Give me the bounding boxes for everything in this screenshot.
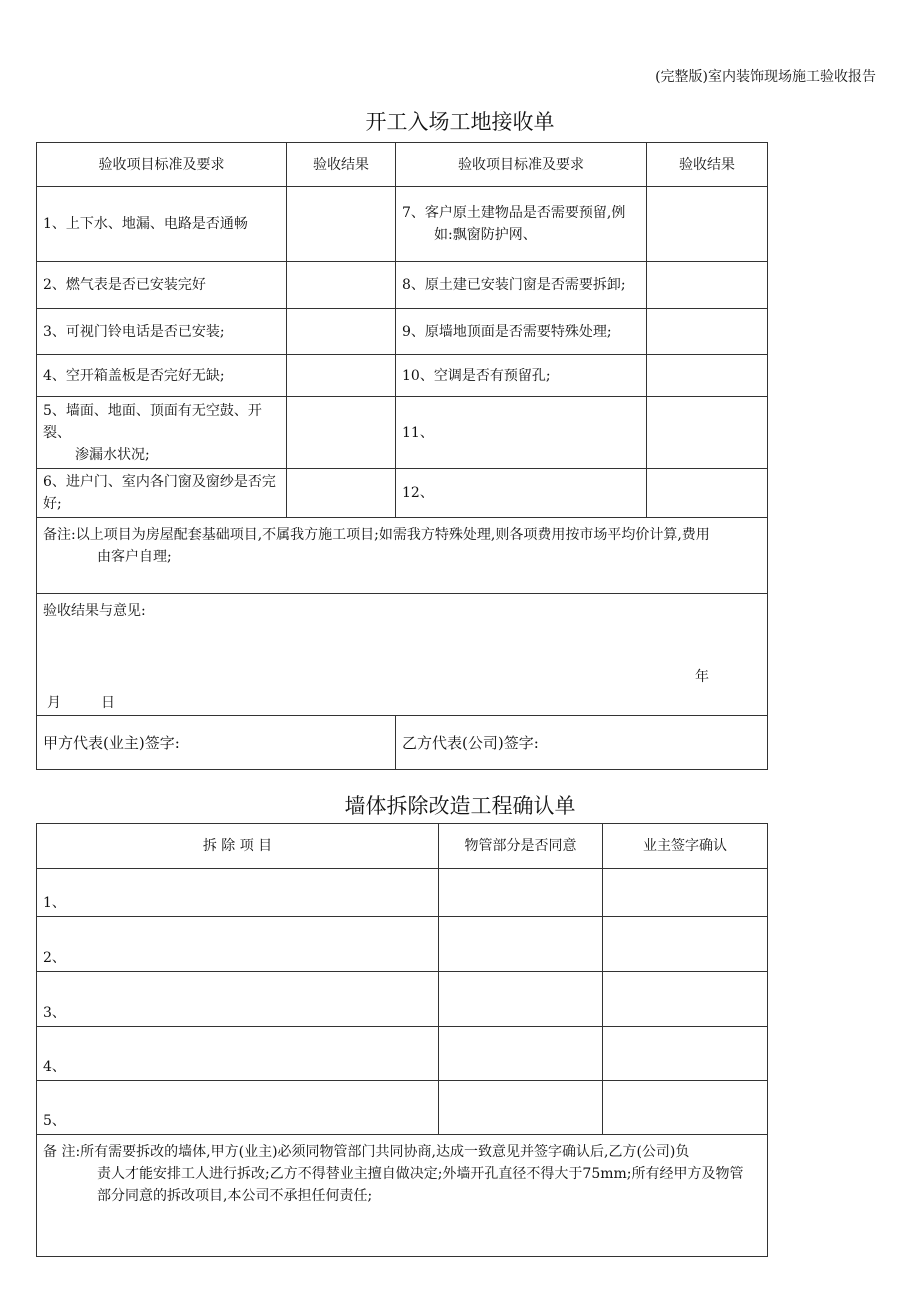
item-text-cont: 如:飘窗防护网、 <box>434 227 537 243</box>
result-cell[interactable] <box>647 469 768 518</box>
table-row <box>37 355 768 397</box>
col-header: 验收结果 <box>287 143 396 187</box>
item-text: 8、原土建已安装门窗是否需要拆卸; <box>396 262 647 309</box>
item-text: 3、可视门铃电话是否已安装; <box>37 309 287 355</box>
table-row <box>37 309 768 355</box>
item-text: 1、上下水、地漏、电路是否通畅 <box>37 187 287 262</box>
acceptance-table <box>36 142 768 770</box>
demolition-item[interactable]: 2、 <box>37 917 439 972</box>
signature-row <box>37 716 768 770</box>
note-text: 备 注:所有需要拆改的墙体,甲方(业主)必须同物管部门共同协商,达成一致意见并签字确认后,乙方(公司)负 <box>43 1144 690 1160</box>
result-cell[interactable] <box>287 309 396 355</box>
demolition-item[interactable]: 5、 <box>37 1081 439 1135</box>
result-cell[interactable] <box>287 397 396 469</box>
property-consent-cell[interactable] <box>439 1081 603 1135</box>
owner-signature-cell[interactable] <box>603 869 768 917</box>
item-text: 11、 <box>396 397 647 469</box>
col-header: 验收结果 <box>647 143 768 187</box>
item-text: 9、原墙地顶面是否需要特殊处理; <box>396 309 647 355</box>
item-text: 5、墙面、地面、顶面有无空鼓、开裂、 <box>43 402 262 441</box>
result-cell[interactable] <box>647 397 768 469</box>
table-row <box>37 397 768 469</box>
col-header: 拆 除 项 目 <box>37 824 439 869</box>
demolition-item[interactable]: 3、 <box>37 972 439 1027</box>
col-header: 业主签字确认 <box>603 824 768 869</box>
result-cell[interactable] <box>647 262 768 309</box>
result-cell[interactable] <box>647 309 768 355</box>
property-consent-cell[interactable] <box>439 869 603 917</box>
table-row <box>37 262 768 309</box>
form1-title: 开工入场工地接收单 <box>365 110 555 134</box>
note-text-cont: 部分同意的拆改项目,本公司不承担任何责任; <box>97 1188 373 1204</box>
result-cell[interactable] <box>647 355 768 397</box>
table-row <box>37 1081 768 1135</box>
col-header: 验收项目标准及要求 <box>396 143 647 187</box>
result-cell[interactable] <box>287 262 396 309</box>
note-text: 备注:以上项目为房屋配套基础项目,不属我方施工项目;如需我方特殊处理,则各项费用按市场平均价计算,费用 <box>43 527 710 543</box>
note-row <box>37 1135 768 1257</box>
item-text: 2、燃气表是否已安装完好 <box>37 262 287 309</box>
opinion-row <box>37 594 768 716</box>
result-cell[interactable] <box>287 187 396 262</box>
demolition-table <box>36 823 768 1257</box>
property-consent-cell[interactable] <box>439 972 603 1027</box>
result-cell[interactable] <box>647 187 768 262</box>
item-text: 10、空调是否有预留孔; <box>396 355 647 397</box>
item-text: 4、空开箱盖板是否完好无缺; <box>37 355 287 397</box>
month-label: 月 <box>47 695 61 711</box>
property-consent-cell[interactable] <box>439 1027 603 1081</box>
demolition-item[interactable]: 4、 <box>37 1027 439 1081</box>
year-label: 年 <box>695 669 709 685</box>
table-row <box>37 1027 768 1081</box>
party-a-signature[interactable]: 甲方代表(业主)签字: <box>37 716 396 770</box>
item-text-cont: 渗漏水状况; <box>75 446 150 463</box>
opinion-label: 验收结果与意见: <box>43 603 146 619</box>
owner-signature-cell[interactable] <box>603 1081 768 1135</box>
table-row <box>37 469 768 518</box>
property-consent-cell[interactable] <box>439 917 603 972</box>
result-cell[interactable] <box>287 355 396 397</box>
party-b-signature[interactable]: 乙方代表(公司)签字: <box>396 716 768 770</box>
item-text: 7、客户原土建物品是否需要预留,例 <box>402 205 626 221</box>
col-header: 物管部分是否同意 <box>439 824 603 869</box>
table-row <box>37 187 768 262</box>
form2-title: 墙体拆除改造工程确认单 <box>344 794 576 818</box>
table-row <box>37 917 768 972</box>
day-label: 日 <box>101 695 115 711</box>
owner-signature-cell[interactable] <box>603 1027 768 1081</box>
owner-signature-cell[interactable] <box>603 972 768 1027</box>
note-text-cont: 由客户自理; <box>97 549 172 565</box>
col-header: 验收项目标准及要求 <box>37 143 287 187</box>
document-header: (完整版)室内装饰现场施工验收报告 <box>655 69 876 85</box>
owner-signature-cell[interactable] <box>603 917 768 972</box>
result-cell[interactable] <box>287 469 396 518</box>
note-row <box>37 518 768 594</box>
table-row <box>37 972 768 1027</box>
item-text: 12、 <box>396 469 647 518</box>
note-text-cont: 责人才能安排工人进行拆改;乙方不得替业主擅自做决定;外墙开孔直径不得大于75mm;所有经甲方及物管 <box>97 1166 744 1182</box>
table-header-row <box>37 143 768 187</box>
table-row <box>37 869 768 917</box>
item-text: 6、进户门、室内各门窗及窗纱是否完好; <box>37 469 287 518</box>
table-header-row <box>37 824 768 869</box>
demolition-item[interactable]: 1、 <box>37 869 439 917</box>
